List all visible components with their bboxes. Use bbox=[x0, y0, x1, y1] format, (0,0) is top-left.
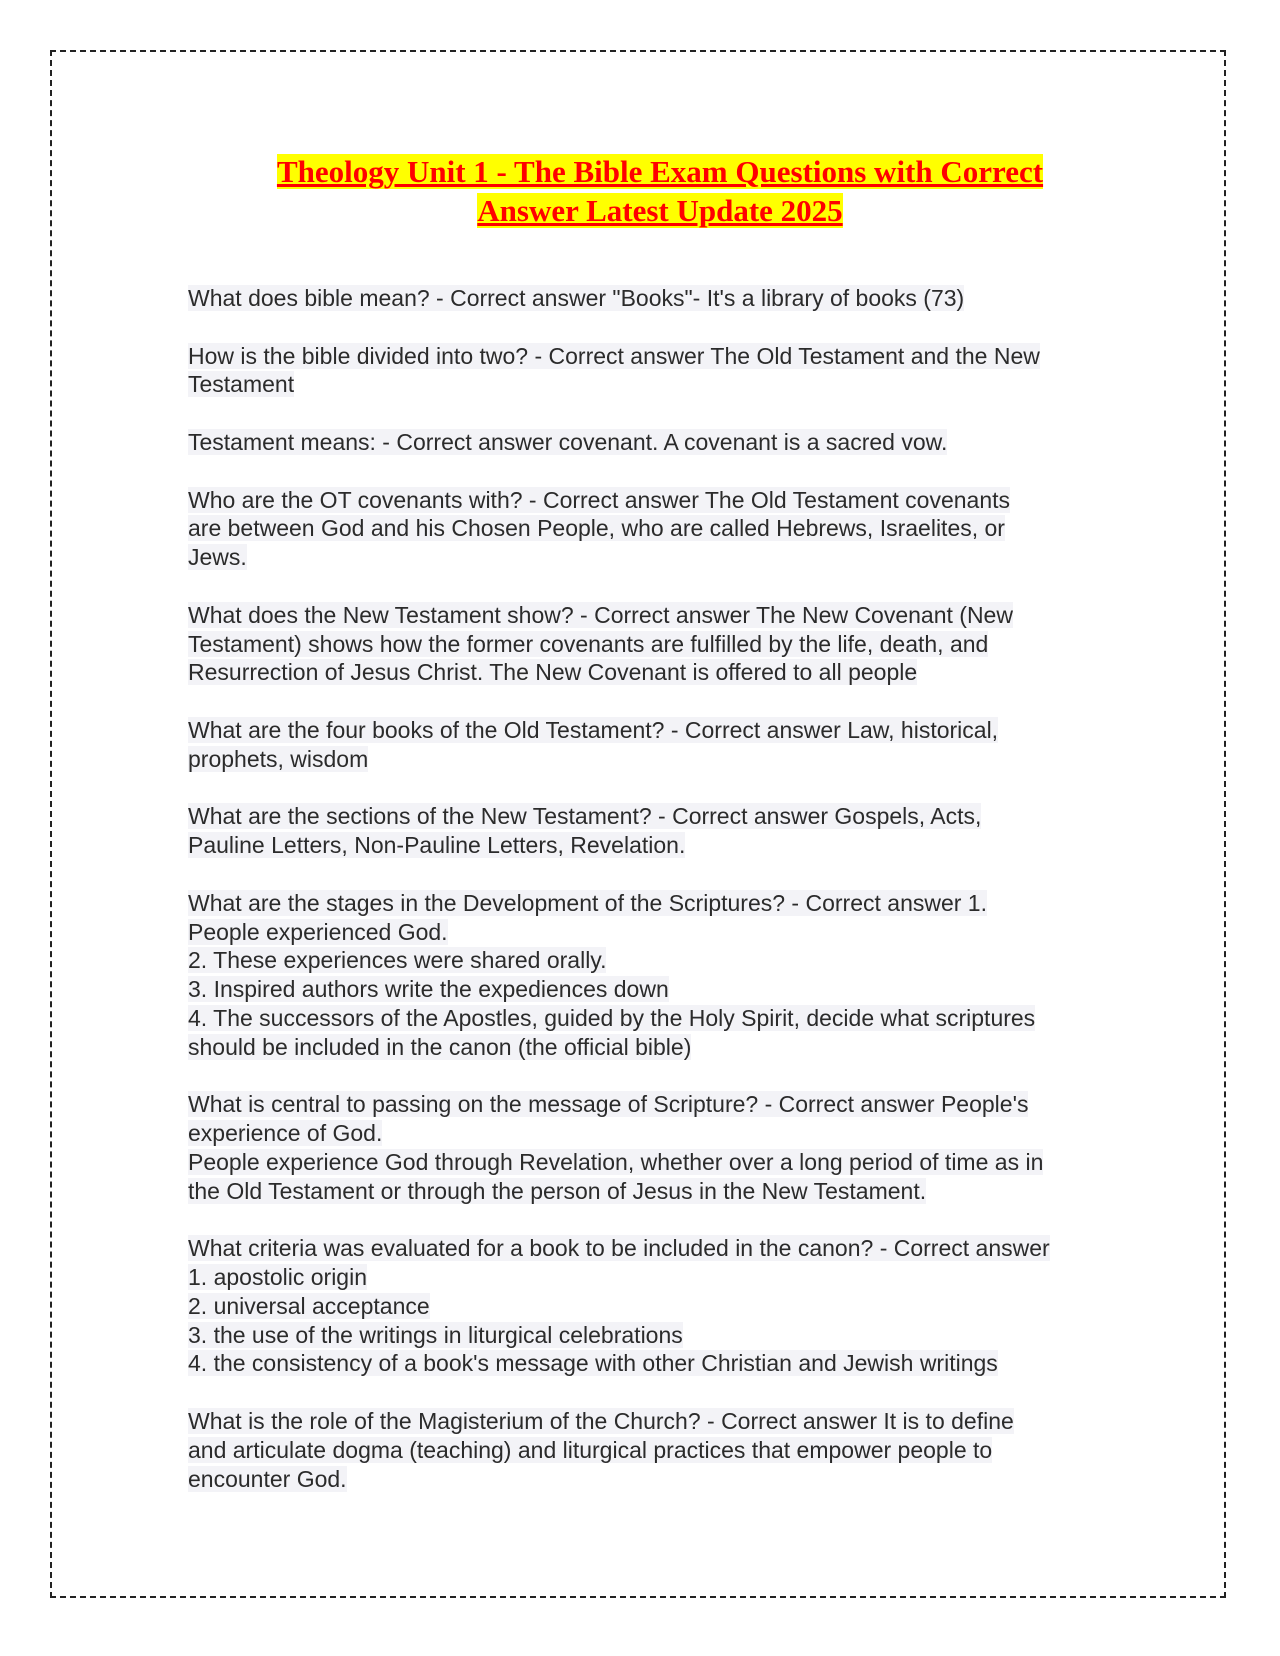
qa-entry bbox=[188, 486, 1138, 572]
qa-entry bbox=[188, 284, 1138, 313]
qa-line-text: What are the sections of the New Testament? - Correct answer Gospels, Acts, bbox=[188, 803, 982, 830]
qa-line-text: should be included in the canon (the official bible) bbox=[188, 1033, 692, 1060]
qa-line bbox=[188, 1234, 1138, 1263]
qa-line-text: 2. These experiences were shared orally. bbox=[188, 947, 607, 974]
qa-line-text: the Old Testament or through the person of Jesus in the New Testament. bbox=[188, 1177, 927, 1204]
qa-line bbox=[188, 1090, 1138, 1119]
qa-line-text: What are the stages in the Development of the Scriptures? - Correct answer 1. bbox=[188, 889, 987, 916]
qa-line bbox=[188, 342, 1138, 371]
qa-line-text: 4. The successors of the Apostles, guided by the Holy Spirit, decide what scriptures bbox=[188, 1004, 1036, 1031]
qa-line bbox=[188, 601, 1138, 630]
qa-line-text: prophets, wisdom bbox=[188, 745, 369, 772]
qa-entry bbox=[188, 802, 1138, 860]
qa-line-text: What are the four books of the Old Testament? - Correct answer Law, historical, bbox=[188, 716, 999, 743]
qa-line-text: 4. the consistency of a book's message with other Christian and Jewish writings bbox=[188, 1350, 998, 1377]
qa-line bbox=[188, 1177, 1138, 1206]
qa-line bbox=[188, 630, 1138, 659]
qa-line bbox=[188, 745, 1138, 774]
qa-line-text: People experience God through Revelation, whether over a long period of time as in bbox=[188, 1148, 1044, 1175]
qa-entry bbox=[188, 1407, 1138, 1493]
qa-line bbox=[188, 1436, 1138, 1465]
qa-line-text: Jews. bbox=[188, 544, 247, 571]
qa-line bbox=[188, 1148, 1138, 1177]
page-title bbox=[180, 152, 1140, 230]
qa-line bbox=[188, 486, 1138, 515]
qa-line-text: What does the New Testament show? - Correct answer The New Covenant (New bbox=[188, 601, 1013, 628]
qa-line bbox=[188, 1407, 1138, 1436]
qa-line bbox=[188, 975, 1138, 1004]
qa-line-text: Testament bbox=[188, 371, 295, 398]
qa-line-text: experience of God. bbox=[188, 1120, 383, 1147]
qa-line-text: Pauline Letters, Non-Pauline Letters, Revelation. bbox=[188, 832, 686, 859]
qa-line bbox=[188, 802, 1138, 831]
qa-entry bbox=[188, 428, 1138, 457]
qa-line bbox=[188, 918, 1138, 947]
qa-line-text: People experienced God. bbox=[188, 918, 448, 945]
qa-line-text: 2. universal acceptance bbox=[188, 1292, 430, 1319]
qa-line-text: What is the role of the Magisterium of the Church? - Correct answer It is to define bbox=[188, 1408, 1014, 1435]
qa-line bbox=[188, 284, 1138, 313]
qa-line-text: Who are the OT covenants with? - Correct answer The Old Testament covenants bbox=[188, 486, 1011, 513]
qa-line bbox=[188, 1119, 1138, 1148]
qa-line-text: 3. Inspired authors write the expediences down bbox=[188, 976, 669, 1003]
title-line: Answer Latest Update 2025 bbox=[477, 193, 843, 228]
qa-line-text: What does bible mean? - Correct answer "Books"- It's a library of books (73) bbox=[188, 285, 965, 311]
qa-line-text: What is central to passing on the message of Scripture? - Correct answer People's bbox=[188, 1091, 1029, 1118]
qa-line-text: How is the bible divided into two? - Correct answer The Old Testament and the New bbox=[188, 342, 1040, 369]
qa-line-text: 1. apostolic origin bbox=[188, 1264, 367, 1291]
qa-line-text: and articulate dogma (teaching) and liturgical practices that empower people to bbox=[188, 1436, 993, 1463]
qa-line bbox=[188, 514, 1138, 543]
qa-line bbox=[188, 1033, 1138, 1062]
qa-line bbox=[188, 428, 1138, 457]
qa-line-text: are between God and his Chosen People, who are called Hebrews, Israelites, or bbox=[188, 515, 1005, 542]
qa-line bbox=[188, 1292, 1138, 1321]
qa-line bbox=[188, 1321, 1138, 1350]
qa-line bbox=[188, 1465, 1138, 1494]
qa-entry bbox=[188, 601, 1138, 687]
qa-line bbox=[188, 370, 1138, 399]
qa-line bbox=[188, 543, 1138, 572]
qa-entry bbox=[188, 889, 1138, 1062]
qa-line bbox=[188, 1004, 1138, 1033]
qa-line bbox=[188, 1263, 1138, 1292]
qa-line bbox=[188, 889, 1138, 918]
title-line: Theology Unit 1 - The Bible Exam Questions with Correct bbox=[276, 154, 1044, 189]
qa-list bbox=[188, 284, 1138, 1522]
qa-line-text: encounter God. bbox=[188, 1465, 347, 1492]
qa-line bbox=[188, 1349, 1138, 1378]
qa-line-text: What criteria was evaluated for a book to be included in the canon? - Correct answer bbox=[188, 1235, 1050, 1262]
qa-entry bbox=[188, 1234, 1138, 1378]
qa-line-text: Testament) shows how the former covenants are fulfilled by the life, death, and bbox=[188, 630, 989, 657]
qa-line-text: Resurrection of Jesus Christ. The New Covenant is offered to all people bbox=[188, 659, 918, 686]
qa-line bbox=[188, 658, 1138, 687]
qa-line bbox=[188, 716, 1138, 745]
qa-entry bbox=[188, 1090, 1138, 1205]
qa-line bbox=[188, 831, 1138, 860]
qa-line-text: Testament means: - Correct answer covenant. A covenant is a sacred vow. bbox=[188, 428, 948, 455]
qa-line-text: 3. the use of the writings in liturgical celebrations bbox=[188, 1321, 683, 1348]
qa-entry bbox=[188, 342, 1138, 400]
qa-line bbox=[188, 946, 1138, 975]
qa-entry bbox=[188, 716, 1138, 774]
